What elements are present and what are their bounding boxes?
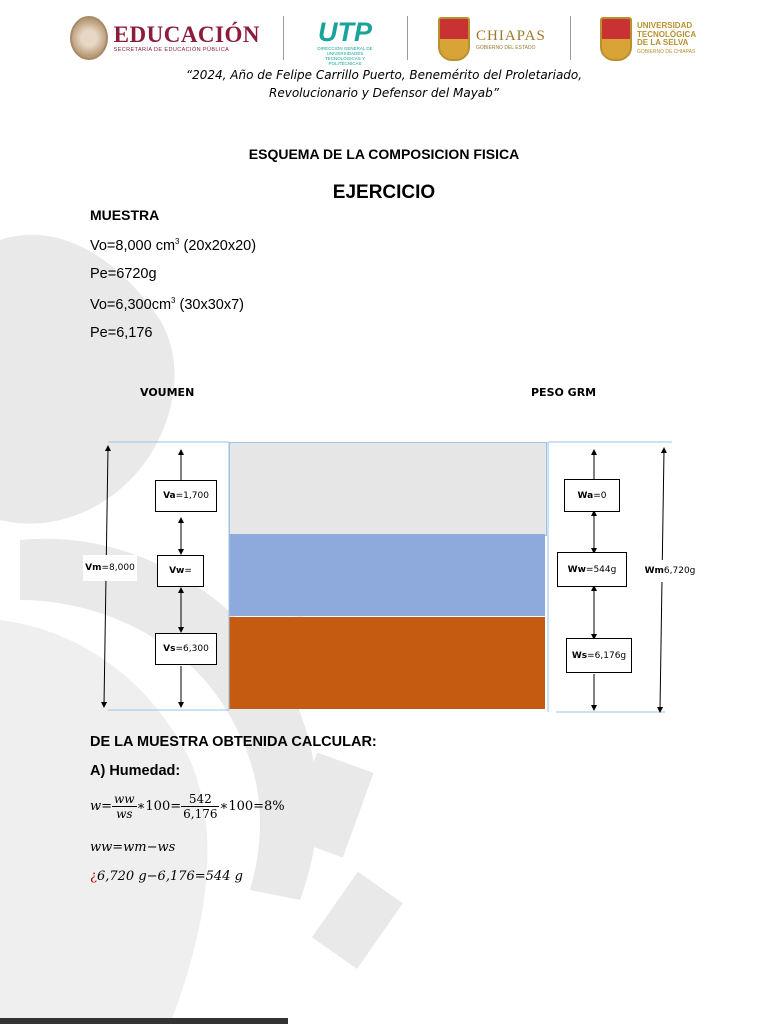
vs-box: Vs =6,300 <box>155 633 217 665</box>
sample-line: Pe=6,176 <box>90 325 153 341</box>
volume-label: VOUMEN <box>140 386 195 399</box>
ws-box: Ws =6,176g <box>566 638 632 673</box>
vm-label: Vm =8,000 <box>83 555 137 581</box>
equation-result: ¿6,720 g−6,176=544 g <box>90 869 243 884</box>
chiapas-logo-text: CHIAPAS <box>476 27 546 44</box>
chiapas-logo-sub: GOBIERNO DEL ESTADO <box>476 44 536 51</box>
document-title: EJERCICIO <box>332 182 436 203</box>
motto-line: “2024, Año de Felipe Carrillo Puerto, Benemérito del Proletariado, <box>185 68 583 82</box>
sample-line: $Vo=6,300cm^3$ (30x30x7) <box>90 296 244 313</box>
va-box: Va =1,700 <box>155 480 217 512</box>
edu-logo-sub: SECRETARÍA DE EDUCACIÓN PÚBLICA <box>113 47 230 53</box>
uts-logo-line: DE LA SELVA <box>637 38 689 47</box>
footer-bar <box>0 1018 288 1024</box>
equation-humidity: w= $\frac{ww}{ws}$ ∗100= $\frac{542}{6,176}$ ∗100=8% <box>90 792 285 821</box>
vw-box: Vw = <box>157 555 204 587</box>
edu-logo-text: EDUCACIÓN <box>113 22 260 47</box>
humidity-heading: A) Humedad: <box>90 763 181 779</box>
uts-logo-line: UNIVERSIDAD <box>637 21 693 30</box>
wm-label: Wm 6,720g <box>643 560 697 582</box>
document-subtitle: ESQUEMA DE LA COMPOSICION FISICA <box>248 146 520 162</box>
uts-logo-line: TECNOLÓGICA <box>637 29 697 39</box>
utp-logo-text: UTP <box>318 17 372 47</box>
ww-box: Ww =544g <box>557 552 627 587</box>
motto-line: Revolucionario y Defensor del Mayab” <box>269 86 499 100</box>
sample-heading: MUESTRA <box>90 207 160 223</box>
sample-line: Vo=8,000 $cm^3$ (20x20x20) <box>90 237 257 254</box>
weight-label: PESO GRM <box>531 386 597 399</box>
uts-logo-sub: GOBIERNO DE CHIAPAS <box>637 48 696 55</box>
equation-water-weight: ww=wm−ws <box>90 840 176 855</box>
wa-box: Wa =0 <box>564 479 620 512</box>
utp-logo-sub: DIRECCIÓN GENERAL DE UNIVERSIDADES TECNOLÓGICAS Y POLITÉCNICAS <box>317 46 373 66</box>
sample-line: Pe=6720g <box>90 266 157 282</box>
calculation-heading: DE LA MUESTRA OBTENIDA CALCULAR: <box>90 734 377 750</box>
